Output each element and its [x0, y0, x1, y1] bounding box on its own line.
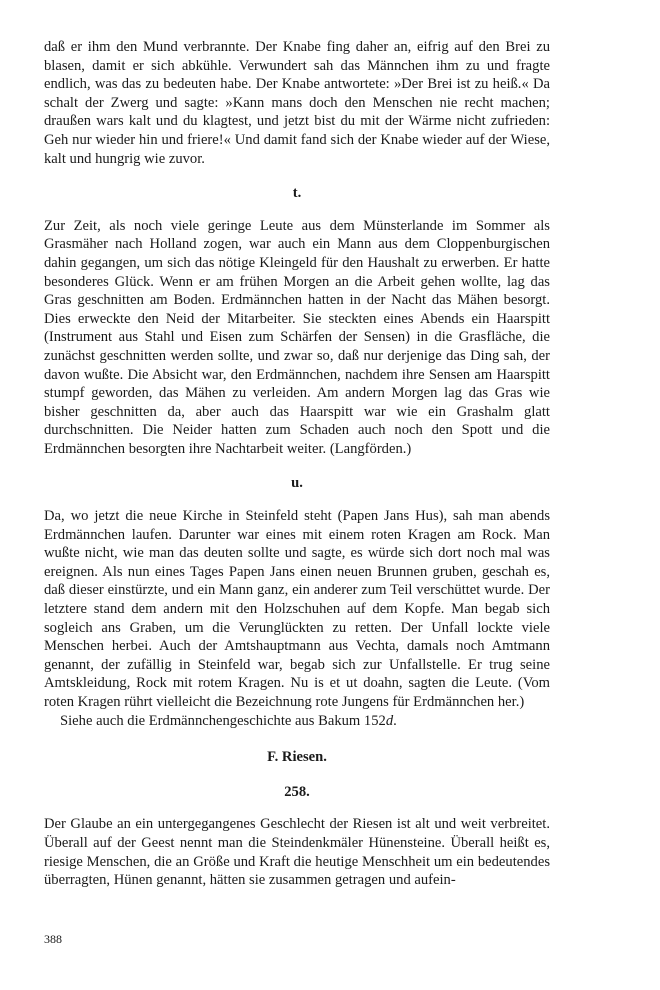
cross-reference: [44, 712, 550, 731]
cross-reference-text: Siehe auch die Erdmännchengeschichte aus Bakum 152: [60, 712, 386, 729]
page-number: 388: [44, 932, 62, 946]
section-t-paragraph: Zur Zeit, als noch viele geringe Leute aus dem Münsterlande im Sommer als Grasmäher nach Holland zogen, war auch ein Mann aus dem Cloppenburgischen dahin gegangen, um sich das nötige Kleingeld für den Haushalt zu erwerben. Er hatte besonderes Glück. Wenn er am frühen Morgen an die Arbeit gehen wollte, lag das Gras geschnitten am Boden. Erdmännchen hatten in der Nacht das Mähen besorgt. Dies erweckte den Neid der Mitarbeiter. Sie steckten eines Abends ein Haarspitt (Instrument aus Stahl und Eisen zum Schärfen der Sensen) in die Grasfläche, die zunächst geschnitten werden sollte, und zwar so, daß nur derjenige das Ding sah, der davon wußte. Die Absicht war, den Erdmännchen, nachdem ihre Sensen am Haarspitt stumpf geworden, das Mähen zu verleiden. Am andern Morgen lag das Gras wie bisher geschnitten da, aber auch das Haarspitt war wie ein Grashalm glatt durchschnitten. Die Neider hatten zum Schaden auch noch den Spott und die Erdmännchen besorgten ihre Nachtarbeit weiter. (Langförden.): [44, 217, 550, 457]
opening-paragraph: daß er ihm den Mund verbrannte. Der Knabe fing daher an, eifrig auf den Brei zu blasen, damit er sich abkühle. Verwundert sah das Männchen ihm zu und fragte endlich, was das zu bedeuten habe. Der Knabe antwortete: »Der Brei ist zu heiß.« Da schalt der Zwerg und sagte: »Kann mans doch den Menschen nie recht machen; draußen wars kalt und du klagtest, und jetzt bist du mit der Wärme nicht zufrieden: Geh nur wieder hin und friere!« Und damit fand sich der Knabe wieder auf der Wiese, kalt und hungrig wie zuvor.: [44, 39, 550, 167]
cross-reference-end: .: [393, 712, 397, 729]
section-u-paragraph: Da, wo jetzt die neue Kirche in Steinfeld steht (Papen Jans Hus), sah man abends Erdmännchen laufen. Darunter war eines mit einem roten Kragen am Rock. Man wußte nicht, wie man das deuten sollte und sagte, es würde sich dort noch mal was ereignen. Als nun eines Tages Papen Jans einen neuen Brunnen gruben, geschah es, daß dieser einstürzte, und ein Mann ganz, ein anderer zum Teil verschüttet wurde. Der letztere stand dem andern mit den Holzschuhen auf dem Kopfe. Man begab sich sogleich ans Graben, um die Verunglückten zu retten. Der Unfall lockte viele Menschen herbei. Auch der Amtshauptmann aus Vechta, damals noch Amtmann genannt, der zufällig in Steinfeld war, begab sich zur Unfallstelle. Er trug seine Amtskleidung, Rock mit rotem Kragen. Nu is et ut doahn, sagten die Leute. (Vom roten Kragen rührt vielleicht die Bezeichnung rote Jungens für Erdmännchen her.): [44, 508, 550, 710]
entry-number: 258.: [284, 783, 310, 800]
section-f-paragraph: Der Glaube an ein untergegangenes Geschlecht der Riesen ist alt und weit verbreitet. Überall auf der Geest nennt man die Steindenkmäler Hünensteine. Überall heißt es, riesige Menschen, die an Größe und Kraft die heutige Menschheit um ein bedeutendes überragten, Hünen genannt, hätten sie zusammen getragen und aufein-: [44, 816, 550, 889]
cross-reference-suffix: d: [385, 712, 394, 729]
section-heading-t: t.: [292, 185, 302, 202]
section-heading-u: u.: [291, 475, 303, 492]
chapter-heading-riesen: F. Riesen.: [267, 749, 327, 766]
book-page: [44, 38, 550, 890]
